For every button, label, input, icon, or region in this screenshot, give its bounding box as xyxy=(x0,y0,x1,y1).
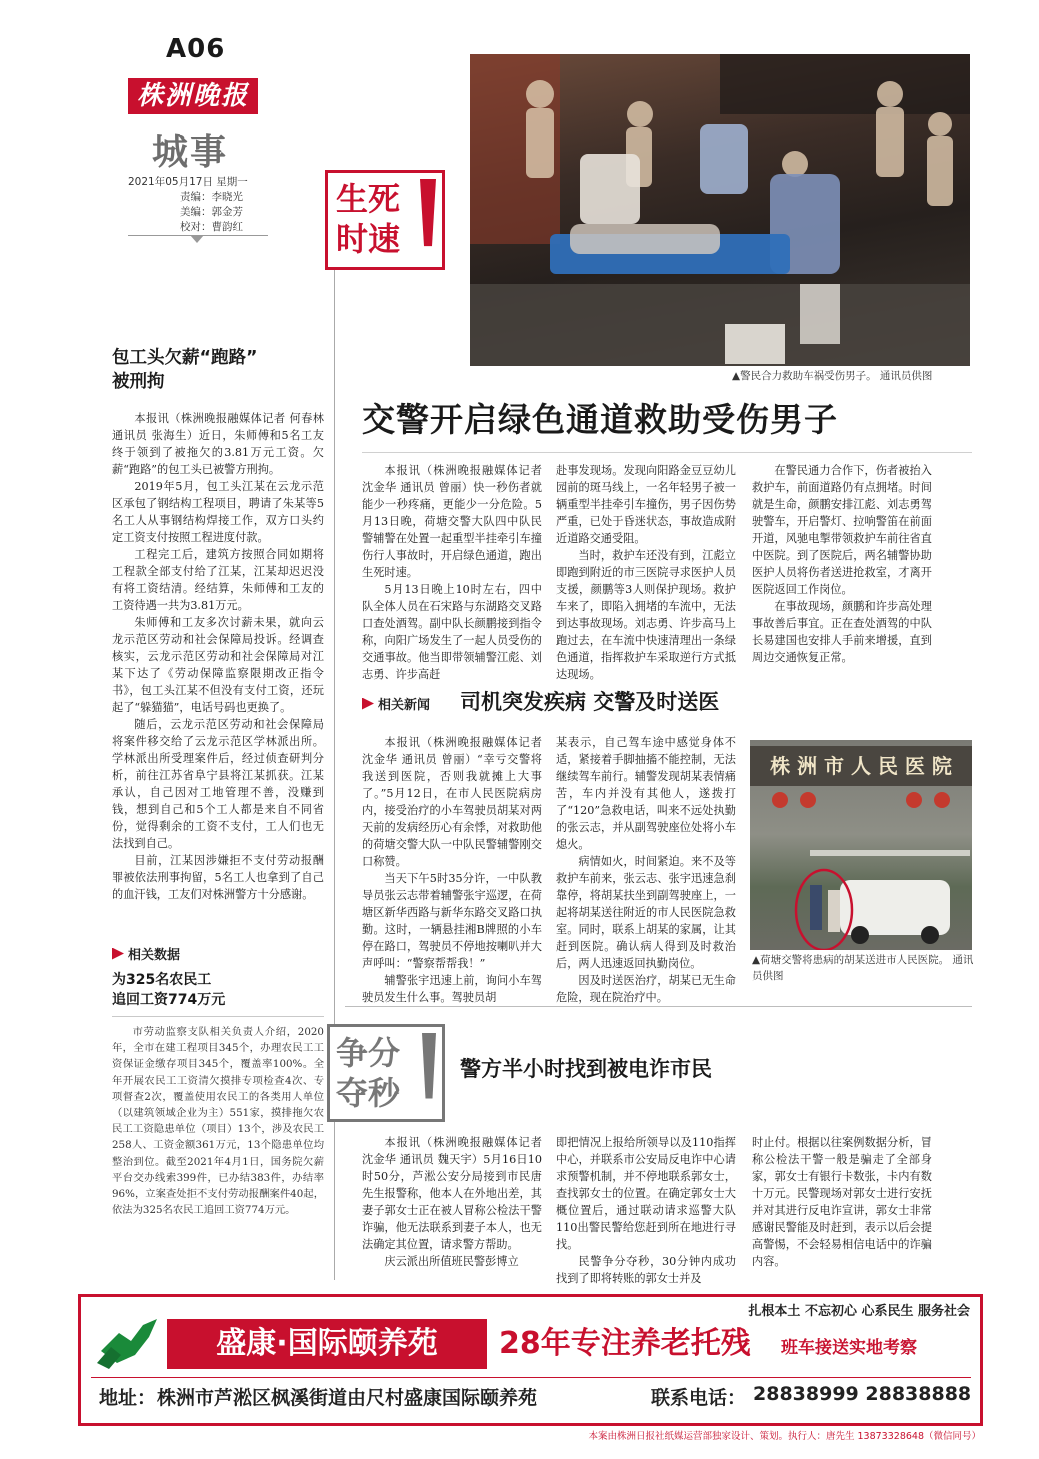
main-story-headline: 交警开启绿色通道救助受伤男子 xyxy=(362,400,838,439)
photo-illustration xyxy=(470,54,970,366)
related-head-line2: 追回工资774万元 xyxy=(112,992,226,1008)
stamp2-line1: 争分 xyxy=(336,1034,401,1072)
ad-address-label: 地址： xyxy=(99,1387,157,1409)
section-divider xyxy=(345,1006,972,1007)
paragraph: 辅警张宇迅速上前，询问小车驾驶员发生什么事。驾驶员胡 xyxy=(362,974,542,1004)
stamp-life-death-speed xyxy=(325,170,445,270)
triangle-bullet-icon xyxy=(362,698,374,710)
left-column-rule xyxy=(334,270,335,1280)
paragraph: 本报讯（株洲晚报融媒体记者 沈金华 通讯员 曾丽）“幸亏交警将我送到医院，否则我就摊上大事了。”5月12日，在市人民医院病房内，接受治疗的小车驾驶员胡某对两天前的发病经历心有余悸，对救助他的荷塘交警大队一中队民警辅警刚交口称赞。 xyxy=(362,736,542,868)
issue-date: 2021年05月17日 星期一 xyxy=(128,176,248,188)
paragraph: 赴事发现场。发现向阳路金豆豆幼儿园前的斑马线上，一名年轻男子被一辆重型半挂牵引车撞伤，男子因伤势严重，已处于昏迷状态，事故造成附近道路交通受阻。 xyxy=(556,464,736,545)
stamp1-line1: 生死 xyxy=(336,180,401,218)
page-number: A06 xyxy=(166,34,226,64)
main-story-col3 xyxy=(752,462,932,666)
third-story-headline: 警方半小时找到被电诈市民 xyxy=(460,1057,712,1081)
hospital-photo xyxy=(750,740,972,950)
paragraph: 即把情况上报给所领导以及110指挥中心，并联系市公安局反电诈中心请求预警机制，并不停地联系郭女士，查找郭女士的位置。在确定郭女士大概位置后，通过联动请求巡警大队110出警民警给您赶到所在地进行寻找。 xyxy=(556,1136,736,1251)
related-data-headline xyxy=(112,970,225,1010)
paragraph: 庆云派出所值班民警彭博立 xyxy=(384,1255,519,1268)
ad-hand-logo-icon xyxy=(95,1311,165,1371)
ad-divider xyxy=(91,1377,971,1378)
paragraph: 本报讯（株洲晚报融媒体记者 沈金华 通讯员 曾丽）快一秒伤者就能少一秒疼痛，更能少一分危险。5月13日晚，荷塘交警大队四中队民警辅警在处置一起重型半挂牵引车撞伤行人事故时，开启绿色通道，跑出生死时速。 xyxy=(362,464,542,579)
paragraph: 5月13日晚上10时左右，四中队全体人员在石宋路与东湖路交叉路口查处酒驾。副中队长颜鹏接到指令称，向阳广场发生了一起人员受伤的交通事故。他当即带领辅警江彪、刘志勇、许步高赶 xyxy=(362,583,542,681)
related-data-body: 市劳动监察支队相关负责人介绍，2020年，全市在建工程项目345个，办理农民工工资保证金缴存项目345个，覆盖率100%。全年开展农民工工资清欠摸排专项检查4次、专项督查2次，覆盖使用农民工的各类用人单位（以建筑领域企业为主）551家，摸排拖欠农民工工资隐患单位（项目）13个，涉及农民工258人、工资金额361万元，13个隐患单位均整治到位。截至2021年4月1日，国务院欠薪平台交办线索399件，已办结383件，办结率96%，立案查处拒不支付劳动报酬案件40起，依法为325名农民工追回工资774万元。 xyxy=(112,1026,324,1217)
stamp-race-against-time xyxy=(327,1024,445,1122)
stamp2-line2: 夺秒 xyxy=(336,1074,401,1112)
paragraph: 时止付。根据以往案例数据分析，冒称公检法干警一般是骗走了全部身家，郭女士有银行卡数张，卡内有数十万元。民警现场对郭女士进行安抚并对其进行反电诈宣讲，郭女士非常感谢民警能及时赶到，表示以后会提高警惕，不会轻易相信电话中的诈骗内容。 xyxy=(752,1136,932,1268)
hospital-sign: 株 洲 市 人 民 医 院 xyxy=(750,746,972,786)
paper-name-logo: 株洲晚报 xyxy=(128,78,258,114)
ad-footer-credit: 本案由株洲日报社纸媒运营部独家设计、策划。执行人：唐先生 13873328648（微信同号） xyxy=(588,1431,981,1442)
paragraph: 2019年5月，包工头江某在云龙示范区承包了钢结构工程项目，聘请了朱某等5名工人从事钢结构焊接工作，双方口头约定工资支付按照工程进度付款。 xyxy=(112,480,324,544)
editor-credit: 责编：李晓光 xyxy=(180,191,243,203)
ad-address: 株洲市芦淞区枫溪街道由尺村盛康国际颐养苑 xyxy=(157,1387,538,1409)
paragraph: 当天下午5时35分许，一中队教导员张云志带着辅警张宇巡逻，在荷塘区新华西路与新华东路交叉路口执勤。这时，一辆悬挂湘B牌照的小车停在路口，驾驶员不停地按喇叭并大声呼叫：“警察帮帮我！” xyxy=(362,872,542,970)
paragraph: 目前，江某因涉嫌拒不支付劳动报酬罪被依法刑事拘留，5名工人也拿到了自己的血汗钱，工友们对株洲警方十分感谢。 xyxy=(112,854,324,901)
paragraph: 在警民通力合作下，伤者被抬入救护车，前面道路仍有点拥堵。时间就是生命，颜鹏安排江彪、刘志勇驾驶警车，开启警灯、拉响警笛在前面开道，风驰电掣带领救护车前往省直中医院。到了医院后，两名辅警协助医护人员将伤者送进抢救室，才离开医院返回工作岗位。 xyxy=(752,464,932,596)
left-headline-line2: 被刑拘 xyxy=(112,372,165,392)
exclamation-icon xyxy=(422,1033,436,1117)
related-head-line1: 为325名农民工 xyxy=(112,972,212,988)
ad-phone-label: 联系电话： xyxy=(651,1387,747,1409)
left-story-headline xyxy=(112,346,332,394)
hospital-photo-caption: ▲荷塘交警将患病的胡某送进市人民医院。 通讯员供图 xyxy=(752,954,974,982)
paragraph: 病情如火，时间紧迫。来不及等救护车前来，张云志、张宇迅速急刹靠停，将胡某扶坐到副驾驶座上，一起将胡某送往附近的市人民医院急救室。同时，联系上胡某的家属，让其赶到医院。确认病人得到及时救治后，两人迅速返回执勤岗位。 xyxy=(556,855,736,970)
related-data-divider xyxy=(112,1016,324,1017)
paragraph: 朱师傅和工友多次讨薪未果，就向云龙示范区劳动和社会保障局投诉。经调查核实，云龙示范区劳动和社会保障局对江某下达了《劳动保障监察限期改正指令书》，包工头江某不但没有支付工资，还玩起了“躲猫猫”，电话号码也更换了。 xyxy=(112,616,324,714)
designer-credit: 美编：郭金芳 xyxy=(180,206,243,218)
rescue-scene-photo xyxy=(470,54,970,366)
paragraph: 民警争分夺秒，30分钟内成功找到了即将转账的郭女士并及 xyxy=(556,1255,736,1285)
triangle-bullet-icon xyxy=(112,948,124,960)
ad-brand: 盛康·国际颐养苑 xyxy=(216,1326,438,1361)
left-headline-line1: 包工头欠薪“跑路” xyxy=(112,348,258,368)
ad-brand-box xyxy=(167,1319,487,1369)
exclamation-icon xyxy=(420,179,436,265)
section-name: 城事 xyxy=(152,132,229,173)
left-story-body xyxy=(112,410,324,903)
ad-slogan: 扎根本土 不忘初心 心系民生 服务社会 xyxy=(748,1304,970,1319)
hospital-illustration xyxy=(750,740,972,950)
ad-headline-sub: 班车接送实地考察 xyxy=(781,1338,917,1358)
paragraph: 某表示，自己驾车途中感觉身体不适，紧接着手脚抽搐不能控制，无法继续驾车前行。辅警发现胡某表情痛苦，车内并没有其他人，遂拨打了“120”急救电话，叫来不远处执勤的张云志，并从副驾驶座位处将小车熄火。 xyxy=(556,736,736,851)
third-story-col1 xyxy=(362,1134,542,1270)
paragraph: 工程完工后，建筑方按照合同如期将工程款全部支付给了江某，江某却迟迟没有将工资结清。经结算，朱师傅和工友的工资待遇一共为3.81万元。 xyxy=(112,548,324,612)
related-data-label: 相关数据 xyxy=(112,944,180,963)
third-story-col3 xyxy=(752,1134,932,1270)
photo1-caption: ▲警民合力救助车祸受伤男子。 通讯员供图 xyxy=(732,370,933,382)
advertisement xyxy=(78,1294,983,1426)
third-story-col2 xyxy=(556,1134,736,1287)
main-story-col2 xyxy=(556,462,736,683)
paragraph: 因及时送医治疗，胡某已无生命危险，现在院治疗中。 xyxy=(556,974,736,1004)
main-headline-underline xyxy=(362,452,972,453)
main-story-col1 xyxy=(362,462,542,683)
masthead xyxy=(128,34,278,254)
second-story-headline: 司机突发疾病 交警及时送医 xyxy=(460,690,720,714)
proofreader-credit: 校对：曹韵红 xyxy=(180,221,243,233)
ad-headline-main: 28年专注养老托残 xyxy=(499,1326,751,1361)
paragraph: 在事故现场，颜鹏和许步高处理事故善后事宜。正在查处酒驾的中队长易建国也安排人手前来增援，直到周边交通恢复正常。 xyxy=(752,600,932,664)
stamp1-line2: 时速 xyxy=(336,220,401,258)
second-story-col2 xyxy=(556,734,736,1006)
paragraph: 当时，救护车还没有到，江彪立即跑到附近的市三医院寻求医护人员支援，颜鹏等3人则保护现场。救护车来了，即陷入拥堵的车流中，无法到达事故现场。刘志勇、许步高马上跑过去，在车流中快速清理出一条绿色通道，指挥救护车采取逆行方式抵达现场。 xyxy=(556,549,736,681)
related-news-label: 相关新闻 xyxy=(362,694,430,713)
second-story-col1 xyxy=(362,734,542,1006)
paragraph: 随后，云龙示范区劳动和社会保障局将案件移交给了云龙示范区学林派出所。学林派出所受理案件后，经过侦查研判分析，前往江苏省阜宁县将江某抓获。江某承认，自己因对工地管理不善，没赚到钱，想到自己和5个工人都是来自不同省份，觉得剩余的工资不支付，工人们也无法找到自己。 xyxy=(112,718,324,850)
paragraph: 本报讯（株洲晚报融媒体记者 沈金华 通讯员 魏天宇）5月16日10时50分，芦淞公安分局接到市民唐先生报警称，他本人在外地出差，其妻子郭女士正在被人冒称公检法干警诈骗，他无法联系到妻子本人，也无法确定其位置，请求警方帮助。 xyxy=(362,1136,542,1251)
paragraph: 本报讯（株洲晚报融媒体记者 何春林 通讯员 张海生）近日，朱师傅和5名工友终于领到了被拖欠的3.81万元工资。欠薪“跑路”的包工头已被警方刑拘。 xyxy=(112,412,324,476)
masthead-divider-notch xyxy=(190,235,204,243)
ad-phone: 28838999 28838888 xyxy=(753,1383,972,1405)
